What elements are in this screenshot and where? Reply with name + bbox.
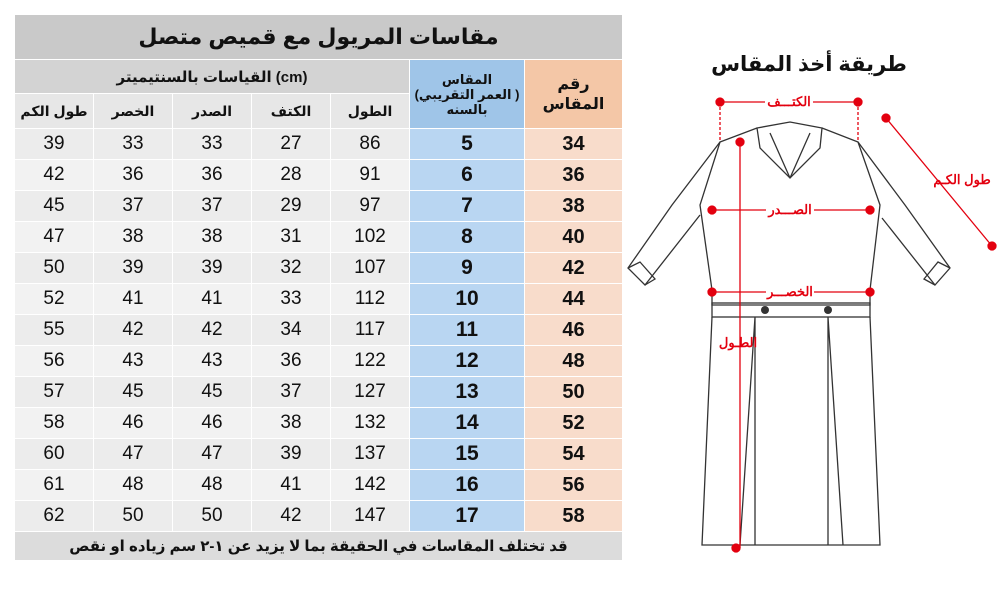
cell-waist: 38 [94, 222, 173, 253]
cell-size: 36 [525, 160, 623, 191]
length-point-bottom [732, 544, 740, 552]
cell-waist: 50 [94, 501, 173, 532]
cell-shoulder: 42 [252, 501, 331, 532]
table-row [15, 160, 623, 191]
cell-waist: 41 [94, 284, 173, 315]
cell-shoulder: 32 [252, 253, 331, 284]
disclaimer-note: قد تختلف المقاسات في الحقيقة بما لا يزيد عن ١-٢ سم زياده او نقص [15, 532, 623, 561]
cell-shoulder: 29 [252, 191, 331, 222]
cell-age: 8 [410, 222, 525, 253]
cell-shoulder: 28 [252, 160, 331, 191]
sleeve-point-top [882, 114, 890, 122]
cell-shoulder: 27 [252, 129, 331, 160]
cell-age: 9 [410, 253, 525, 284]
column-header-waist: الخصر [94, 94, 173, 129]
cell-chest: 41 [173, 284, 252, 315]
cell-size: 52 [525, 408, 623, 439]
table-row [15, 439, 623, 470]
cell-age: 12 [410, 346, 525, 377]
cell-waist: 33 [94, 129, 173, 160]
cell-sleeve: 62 [15, 501, 94, 532]
table-row [15, 346, 623, 377]
size-chart [14, 14, 622, 561]
column-header-chest: الصدر [173, 94, 252, 129]
cell-age: 7 [410, 191, 525, 222]
cell-sleeve: 39 [15, 129, 94, 160]
right-cuff [924, 262, 950, 285]
cell-size: 56 [525, 470, 623, 501]
cell-length: 107 [331, 253, 410, 284]
table-row [15, 222, 623, 253]
cell-length: 91 [331, 160, 410, 191]
cell-length: 142 [331, 470, 410, 501]
table-row [15, 191, 623, 222]
cell-age: 6 [410, 160, 525, 191]
cell-length: 122 [331, 346, 410, 377]
waist-point-right [866, 288, 874, 296]
cell-shoulder: 39 [252, 439, 331, 470]
chest-point-right [866, 206, 874, 214]
cell-sleeve: 57 [15, 377, 94, 408]
length-point-top [736, 138, 744, 146]
cell-shoulder: 31 [252, 222, 331, 253]
cell-age: 16 [410, 470, 525, 501]
cell-chest: 50 [173, 501, 252, 532]
cell-chest: 39 [173, 253, 252, 284]
cell-waist: 43 [94, 346, 173, 377]
cell-shoulder: 36 [252, 346, 331, 377]
cell-waist: 48 [94, 470, 173, 501]
cell-age: 10 [410, 284, 525, 315]
table-row [15, 408, 623, 439]
cell-sleeve: 42 [15, 160, 94, 191]
column-header-shoulder: الكتف [252, 94, 331, 129]
cell-size: 44 [525, 284, 623, 315]
cell-sleeve: 56 [15, 346, 94, 377]
table-row [15, 129, 623, 160]
age-header [410, 60, 525, 129]
skirt-pleats [740, 317, 843, 545]
cell-length: 102 [331, 222, 410, 253]
cell-age: 11 [410, 315, 525, 346]
cell-age: 17 [410, 501, 525, 532]
cell-sleeve: 45 [15, 191, 94, 222]
collar [757, 122, 822, 178]
cell-waist: 42 [94, 315, 173, 346]
chest-label: الصـــدر [768, 202, 812, 217]
shoulder-label: الكتـــف [767, 94, 811, 109]
cell-sleeve: 50 [15, 253, 94, 284]
cell-length: 86 [331, 129, 410, 160]
cell-waist: 47 [94, 439, 173, 470]
cell-waist: 39 [94, 253, 173, 284]
size-header: رقم المقاس [525, 60, 623, 129]
cell-length: 97 [331, 191, 410, 222]
cell-waist: 37 [94, 191, 173, 222]
cell-length: 127 [331, 377, 410, 408]
collar-fold [770, 133, 810, 178]
cell-age: 13 [410, 377, 525, 408]
cell-size: 46 [525, 315, 623, 346]
cell-length: 132 [331, 408, 410, 439]
cell-age: 14 [410, 408, 525, 439]
table-row [15, 501, 623, 532]
cell-size: 48 [525, 346, 623, 377]
age-header-line-3: بالسنه [446, 101, 488, 117]
cell-size: 40 [525, 222, 623, 253]
cell-shoulder: 41 [252, 470, 331, 501]
sleeve-point-bottom [988, 242, 996, 250]
cell-shoulder: 34 [252, 315, 331, 346]
chart-title: مقاسات المريول مع قميص متصل [15, 15, 623, 60]
measurements-header: القياسات بالسنتيميتر (cm) [15, 60, 410, 94]
table-row [15, 315, 623, 346]
cell-length: 112 [331, 284, 410, 315]
button-left [761, 306, 769, 314]
size-rows [15, 129, 623, 532]
cell-sleeve: 61 [15, 470, 94, 501]
cell-chest: 36 [173, 160, 252, 191]
cell-chest: 42 [173, 315, 252, 346]
waist-label: الخصـــر [767, 284, 813, 299]
cell-shoulder: 38 [252, 408, 331, 439]
cell-age: 15 [410, 439, 525, 470]
cell-size: 58 [525, 501, 623, 532]
cell-chest: 33 [173, 129, 252, 160]
waist-point-left [708, 288, 716, 296]
column-header-length: الطول [331, 94, 410, 129]
sleeve-label: طول الكـم [933, 172, 991, 187]
cell-sleeve: 58 [15, 408, 94, 439]
cell-size: 50 [525, 377, 623, 408]
column-header-sleeve: طول الكم [15, 94, 94, 129]
cell-length: 137 [331, 439, 410, 470]
cell-sleeve: 55 [15, 315, 94, 346]
cell-chest: 46 [173, 408, 252, 439]
age-header-line-1: المقاس [441, 71, 493, 87]
chest-point-left [708, 206, 716, 214]
cell-chest: 38 [173, 222, 252, 253]
cell-length: 117 [331, 315, 410, 346]
cell-sleeve: 47 [15, 222, 94, 253]
cell-chest: 43 [173, 346, 252, 377]
cell-chest: 37 [173, 191, 252, 222]
table-row [15, 253, 623, 284]
cell-shoulder: 33 [252, 284, 331, 315]
cell-size: 42 [525, 253, 623, 284]
cell-chest: 45 [173, 377, 252, 408]
cell-chest: 47 [173, 439, 252, 470]
length-label: الطـول [718, 335, 758, 350]
button-right [824, 306, 832, 314]
cell-waist: 45 [94, 377, 173, 408]
cell-chest: 48 [173, 470, 252, 501]
table-row [15, 470, 623, 501]
skirt [702, 317, 880, 545]
table-row [15, 284, 623, 315]
table-row [15, 377, 623, 408]
cell-size: 38 [525, 191, 623, 222]
cell-waist: 36 [94, 160, 173, 191]
cell-shoulder: 37 [252, 377, 331, 408]
dress-outline [628, 122, 950, 545]
cell-sleeve: 52 [15, 284, 94, 315]
cell-sleeve: 60 [15, 439, 94, 470]
cell-size: 54 [525, 439, 623, 470]
cell-length: 147 [331, 501, 410, 532]
guide-title: طريقة أخذ المقاس [711, 53, 907, 76]
dress-diagram [620, 80, 1000, 589]
cell-size: 34 [525, 129, 623, 160]
age-header-line-2: (العمر التقريبي ) [414, 86, 520, 102]
size-table [14, 14, 623, 561]
cell-age: 5 [410, 129, 525, 160]
cell-waist: 46 [94, 408, 173, 439]
